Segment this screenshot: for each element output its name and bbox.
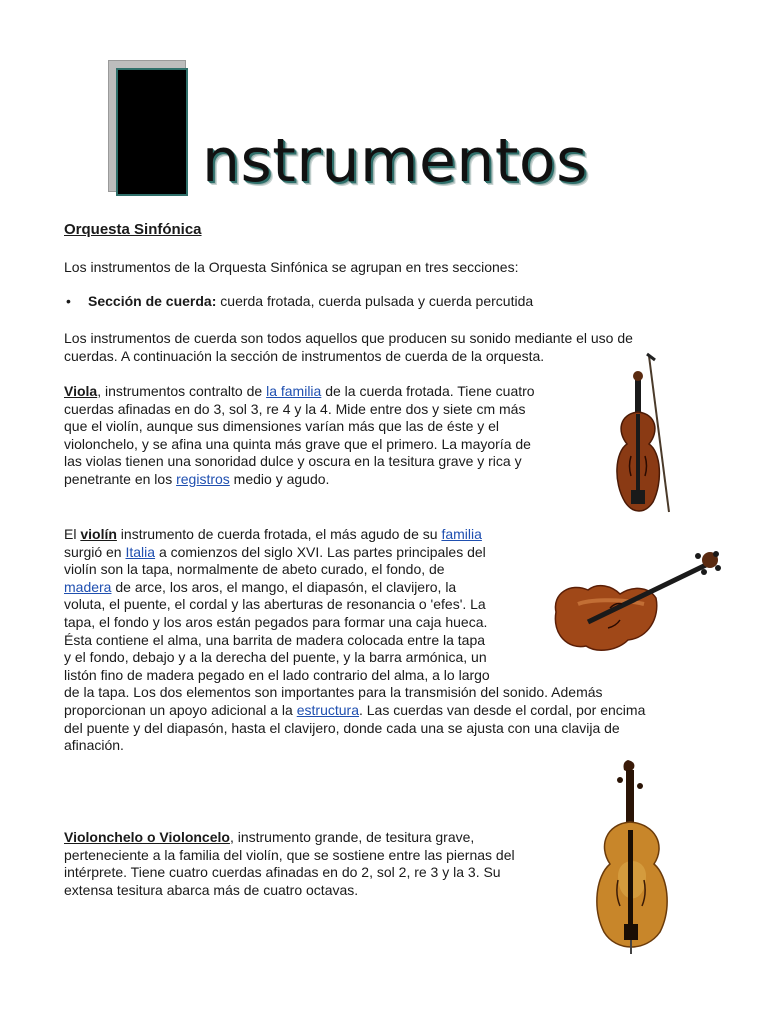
violin-line-8: y el fondo, debajo y a la derecha del puente, y la barra armónica, un bbox=[64, 649, 487, 666]
cello-line-3: intérprete. Tiene cuatro cuerdas afinadas en do 2, sol 2, re 3 y la 3. Su bbox=[64, 864, 501, 881]
violin-text: proporcionan un apoyo adicional a la bbox=[64, 702, 297, 718]
violin-line-6: tapa, el fondo y los aros están pegados para formar una caja hueca. bbox=[64, 614, 488, 630]
violin-line-7: Ésta contiene el alma, una barrita de madera colocada entre la tapa bbox=[64, 631, 486, 648]
cello-text: , instrumento grande, de tesitura grave, bbox=[229, 829, 475, 845]
violin-text: El bbox=[64, 526, 81, 542]
link-madera[interactable]: madera bbox=[64, 578, 112, 595]
intro-paragraph: Los instrumentos de la Orquesta Sinfónica se agrupan en tres secciones: bbox=[64, 259, 519, 275]
violin-line-5: voluta, el puente, el cordal y las aberturas de resonancia o 'efes'. La bbox=[64, 596, 486, 613]
link-la-familia[interactable]: la familia bbox=[266, 383, 322, 399]
viola-text: medio y agudo. bbox=[229, 471, 330, 487]
link-registros[interactable]: registros bbox=[176, 471, 230, 487]
violin-text: surgió en bbox=[64, 543, 126, 560]
viola-text: , instrumentos contralto de bbox=[97, 383, 267, 399]
violin-image bbox=[548, 542, 724, 664]
section-heading: Orquesta Sinfónica bbox=[64, 221, 202, 238]
violin-line-3: violín son la tapa, normalmente de abeto curado, el fondo, de bbox=[64, 561, 445, 578]
viola-line-2: cuerdas afinadas en do 3, sol 3, re 4 y la 4. Mide entre dos y siete cm más bbox=[64, 400, 526, 417]
violin-text: a comienzos del siglo XVI. Las partes principales del bbox=[155, 543, 486, 560]
cello-line-2: perteneciente a la familia del violín, que se sostiene entre las piernas del bbox=[64, 846, 515, 863]
viola-line-3: que el violín, aunque sus dimensiones varían más que las de éste y el bbox=[64, 418, 500, 435]
cello-term: Violonchelo o Violoncelo bbox=[64, 829, 230, 845]
violin-line-10: de la tapa. Los dos elementos son importantes para la transmisión del sonido. Además bbox=[64, 684, 603, 701]
viola-line-6 bbox=[64, 471, 329, 489]
violin-term: violín bbox=[80, 526, 117, 542]
violin-text: de arce, los aros, el mango, el diapasón, el clavijero, la bbox=[111, 578, 457, 595]
violin-line-4 bbox=[64, 579, 456, 597]
viola-line-5: las violas tienen una sonoridad dulce y oscura en la tesitura grave y rica y bbox=[64, 453, 522, 470]
link-estructura[interactable]: estructura bbox=[296, 702, 359, 718]
cuerda-intro-line-2: cuerdas. A continuación la sección de instrumentos de cuerda de la orquesta. bbox=[64, 347, 545, 364]
violin-line-13: afinación. bbox=[64, 737, 124, 754]
link-italia[interactable]: Italia bbox=[125, 543, 156, 560]
violin-line-2 bbox=[64, 544, 486, 562]
title-first-letter-block bbox=[116, 68, 188, 196]
cuerda-intro-line-1: Los instrumentos de cuerda son todos aquellos que producen su sonido mediante el uso de bbox=[64, 330, 633, 346]
bullet-label: Sección de cuerda: bbox=[88, 293, 217, 309]
cello-image bbox=[588, 756, 680, 956]
bullet-item bbox=[88, 293, 533, 311]
violin-line-12: del puente y del diapasón, hasta el clavijero, donde cada una se ajusta con una clavija de bbox=[64, 719, 620, 736]
bullet-text: cuerda frotada, cuerda pulsada y cuerda percutida bbox=[216, 293, 534, 309]
cello-line-1 bbox=[64, 829, 474, 847]
title-banner bbox=[108, 60, 628, 210]
violin-text: instrumento de cuerda frotada, el más agudo de su bbox=[116, 526, 442, 542]
link-familia[interactable]: familia bbox=[441, 526, 482, 542]
viola-term: Viola bbox=[64, 383, 98, 399]
viola-line-4: violonchelo, y se afina una quinta más grave que el primero. La mayoría de bbox=[64, 435, 531, 452]
cello-line-4: extensa tesitura abarca más de cuatro octavas. bbox=[64, 881, 359, 898]
violin-line-9: listón fino de madera pegado en el lado contrario del alma, a lo largo bbox=[64, 666, 490, 683]
title-word: nstrumentos bbox=[202, 126, 588, 196]
violin-line-1 bbox=[64, 526, 482, 544]
viola-text: penetrante en los bbox=[64, 471, 177, 487]
violin-line-11 bbox=[64, 702, 645, 720]
violin-text: . Las cuerdas van desde el cordal, por encima bbox=[358, 702, 646, 718]
bullet-icon: • bbox=[66, 293, 71, 309]
viola-line-1 bbox=[64, 383, 535, 401]
viola-image bbox=[605, 352, 681, 520]
viola-text: de la cuerda frotada. Tiene cuatro bbox=[321, 383, 535, 399]
